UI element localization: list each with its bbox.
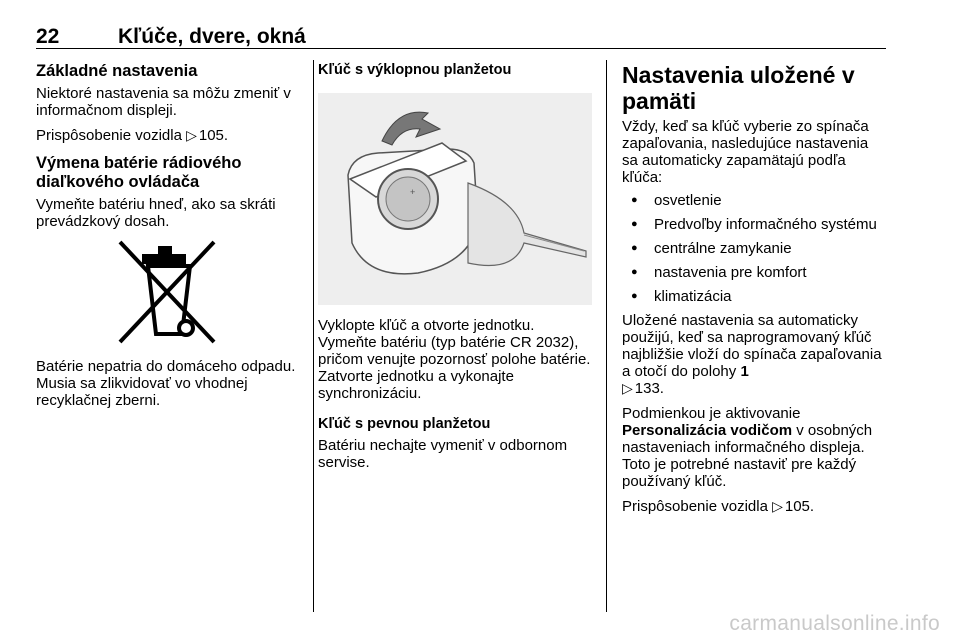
column-divider-2	[606, 60, 607, 612]
page-header	[36, 24, 886, 49]
list-item: ● centrálne zamykanie	[622, 240, 888, 257]
ref-arrow-icon: ▷	[622, 380, 633, 396]
paragraph-fixed-key-service: Batériu nechajte vymeniť v odbornom servise.	[318, 437, 568, 471]
column-divider-1	[313, 60, 314, 612]
memory-settings-list	[622, 192, 888, 305]
list-item: ● Predvoľby informačného systému	[622, 216, 888, 233]
ref-text: Prispôsobenie vozidla	[622, 498, 768, 515]
page-number: 22	[36, 25, 60, 48]
column-middle	[318, 62, 592, 479]
list-item: ● klimatizácia	[622, 288, 888, 305]
heading-memory-settings: Nastavenia uložené v pamäti	[622, 62, 855, 114]
chapter-title: Kľúče, dvere, okná	[118, 25, 306, 48]
ref-page[interactable]: 105.	[198, 127, 229, 144]
condition-post: v osobných nastaveniach informačného displeja. Toto je potrebné nastaviť pre každý používaný kľúč.	[622, 422, 873, 490]
list-item: ● osvetlenie	[622, 192, 888, 209]
condition-pre: Podmienkou je aktivovanie	[622, 405, 801, 422]
paragraph-vehicle-personalization-ref	[622, 498, 888, 515]
recycling-bin-crossed-icon	[36, 238, 304, 348]
heading-flip-key: Kľúč s výklopnou planžetou	[318, 62, 512, 78]
column-left	[36, 62, 304, 417]
ref-arrow-icon: ▷	[186, 127, 197, 143]
list-item: ● nastavenia pre komfort	[622, 264, 888, 281]
paragraph-stored-settings	[622, 312, 888, 397]
heading-battery-replacement: Výmena batérie rádiového diaľkového ovládača	[36, 154, 242, 191]
paragraph-settings-info: Niektoré nastavenia sa môžu zmeniť v informačnom displeji.	[36, 85, 291, 119]
stored-settings-text: Uložené nastavenia sa automaticky použijú, keď sa naprogramovaný kľúč najbližšie vloží do spínača zapaľovania a otočí do polohy	[622, 312, 882, 380]
paragraph-battery-disposal: Batérie nepatria do domáceho odpadu. Musia sa zlikvidovať vo vhodnej recyklačnej zberni.	[36, 358, 296, 409]
heading-fixed-key: Kľúč s pevnou planžetou	[318, 416, 491, 432]
paragraph-replace-battery: Vymeňte batériu hneď, ako sa skráti prevádzkový dosah.	[36, 196, 276, 230]
column-right	[622, 62, 888, 523]
heading-basic-settings: Základné nastavenia	[36, 62, 198, 80]
paragraph-personalization-condition	[622, 405, 888, 490]
ref-page[interactable]: 105.	[784, 498, 815, 515]
ref-page[interactable]: 133.	[634, 380, 664, 397]
ref-arrow-icon: ▷	[772, 498, 783, 514]
paragraph-memory-intro: Vždy, keď sa kľúč vyberie zo spínača zapaľovania, nasledujúce nastavenia sa automaticky zapamätajú podľa kľúča:	[622, 118, 869, 186]
ignition-position: 1	[740, 363, 749, 380]
personalization-term: Personalizácia vodičom	[622, 422, 793, 439]
ref-text: Prispôsobenie vozidla	[36, 127, 182, 144]
paragraph-flip-key-instructions: Vyklopte kľúč a otvorte jednotku. Vymeňte batériu (typ batérie CR 2032), pričom venujte pozornosť polohe batérie. Zatvorte jednotku a vykonajte synchronizáciu.	[318, 317, 591, 402]
watermark: carmanualsonline.info	[729, 612, 940, 635]
flip-key-battery-illustration	[318, 83, 592, 305]
svg-text:+: +	[410, 187, 416, 197]
paragraph-vehicle-personalization-ref	[36, 127, 304, 144]
